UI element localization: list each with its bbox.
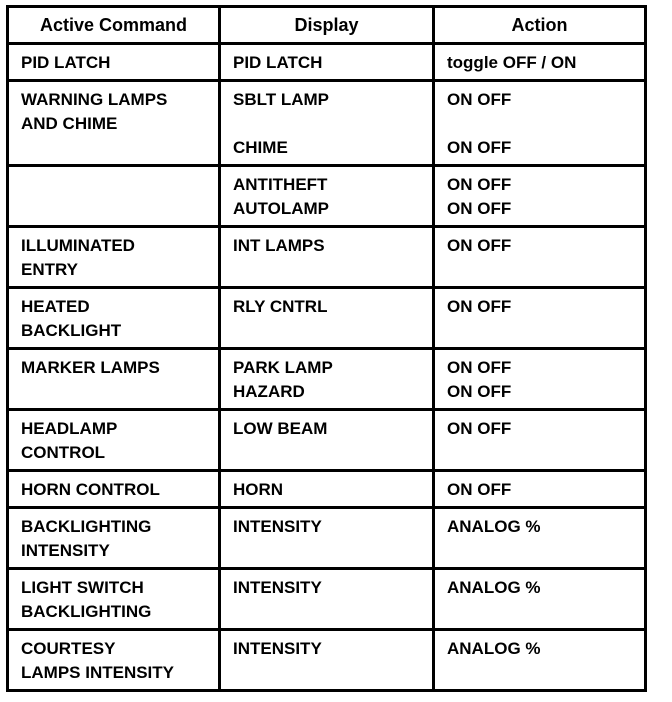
table-row <box>8 288 646 349</box>
header-action: Action <box>434 7 646 44</box>
table-row <box>8 569 646 630</box>
display-cell <box>220 471 434 508</box>
action-text: ANALOG % <box>447 639 541 658</box>
command-text: BACKLIGHT <box>21 321 122 340</box>
action-text: ANALOG % <box>447 517 541 536</box>
table-row <box>8 44 646 81</box>
action-cell <box>434 166 646 227</box>
action-text: ANALOG % <box>447 578 541 597</box>
display-text: INT LAMPS <box>233 236 325 255</box>
display-cell <box>220 44 434 81</box>
display-text: PARK LAMP <box>233 358 333 377</box>
command-text: CONTROL <box>21 443 106 462</box>
command-cell <box>8 508 220 569</box>
command-cell <box>8 349 220 410</box>
display-text: AUTOLAMP <box>233 199 330 218</box>
table-body <box>8 44 646 691</box>
command-text: WARNING LAMPS <box>21 90 168 109</box>
command-text <box>21 173 218 197</box>
display-cell <box>220 227 434 288</box>
header-display: Display <box>220 7 434 44</box>
command-text: PID LATCH <box>21 53 111 72</box>
display-cell <box>220 81 434 166</box>
header-active-command: Active Command <box>8 7 220 44</box>
command-text: LAMPS INTENSITY <box>21 663 175 682</box>
command-text: ENTRY <box>21 260 78 279</box>
display-text: ANTITHEFT <box>233 175 328 194</box>
action-text: ON OFF <box>447 419 512 438</box>
command-text: COURTESY <box>21 639 116 658</box>
display-text: CHIME <box>233 138 288 157</box>
table-row <box>8 227 646 288</box>
command-text: HEADLAMP <box>21 419 118 438</box>
table-row <box>8 166 646 227</box>
display-text: INTENSITY <box>233 517 322 536</box>
command-cell <box>8 569 220 630</box>
display-cell <box>220 410 434 471</box>
action-text: ON OFF <box>447 90 512 109</box>
action-cell <box>434 630 646 691</box>
action-text: ON OFF <box>447 236 512 255</box>
display-cell <box>220 166 434 227</box>
command-cell <box>8 630 220 691</box>
display-cell <box>220 508 434 569</box>
action-cell <box>434 471 646 508</box>
display-text <box>233 112 432 136</box>
display-text: RLY CNTRL <box>233 297 328 316</box>
action-text: ON OFF <box>447 480 512 499</box>
action-text: ON OFF <box>447 358 512 377</box>
display-text: PID LATCH <box>233 53 323 72</box>
action-cell <box>434 410 646 471</box>
table-row <box>8 630 646 691</box>
action-text: ON OFF <box>447 382 512 401</box>
action-text <box>447 112 644 136</box>
command-text: HORN CONTROL <box>21 480 160 499</box>
command-text: BACKLIGHTING <box>21 517 152 536</box>
display-cell <box>220 569 434 630</box>
command-cell <box>8 166 220 227</box>
table-row <box>8 471 646 508</box>
display-text: INTENSITY <box>233 639 322 658</box>
command-text: AND CHIME <box>21 114 118 133</box>
command-cell <box>8 471 220 508</box>
action-cell <box>434 288 646 349</box>
command-cell <box>8 44 220 81</box>
action-cell <box>434 227 646 288</box>
action-cell <box>434 508 646 569</box>
display-text: SBLT LAMP <box>233 90 330 109</box>
table-row <box>8 81 646 166</box>
display-text: LOW BEAM <box>233 419 328 438</box>
action-text: ON OFF <box>447 199 512 218</box>
display-text: HORN <box>233 480 284 499</box>
display-text: INTENSITY <box>233 578 322 597</box>
action-cell <box>434 569 646 630</box>
action-text: ON OFF <box>447 297 512 316</box>
command-text: HEATED <box>21 297 90 316</box>
action-cell <box>434 44 646 81</box>
table-row <box>8 349 646 410</box>
active-command-table-container <box>6 5 644 692</box>
command-text: BACKLIGHTING <box>21 602 152 621</box>
command-text: ILLUMINATED <box>21 236 135 255</box>
active-command-table <box>6 5 647 692</box>
command-cell <box>8 227 220 288</box>
display-cell <box>220 349 434 410</box>
table-row <box>8 508 646 569</box>
command-cell <box>8 81 220 166</box>
display-text: HAZARD <box>233 382 305 401</box>
action-cell <box>434 81 646 166</box>
command-cell <box>8 410 220 471</box>
command-text: LIGHT SWITCH <box>21 578 144 597</box>
action-text: ON OFF <box>447 138 512 157</box>
command-cell <box>8 288 220 349</box>
action-text: toggle OFF / ON <box>447 53 577 72</box>
command-text: MARKER LAMPS <box>21 358 160 377</box>
table-row <box>8 410 646 471</box>
action-cell <box>434 349 646 410</box>
display-cell <box>220 630 434 691</box>
display-cell <box>220 288 434 349</box>
command-text: INTENSITY <box>21 541 110 560</box>
action-text: ON OFF <box>447 175 512 194</box>
header-row <box>8 7 646 44</box>
